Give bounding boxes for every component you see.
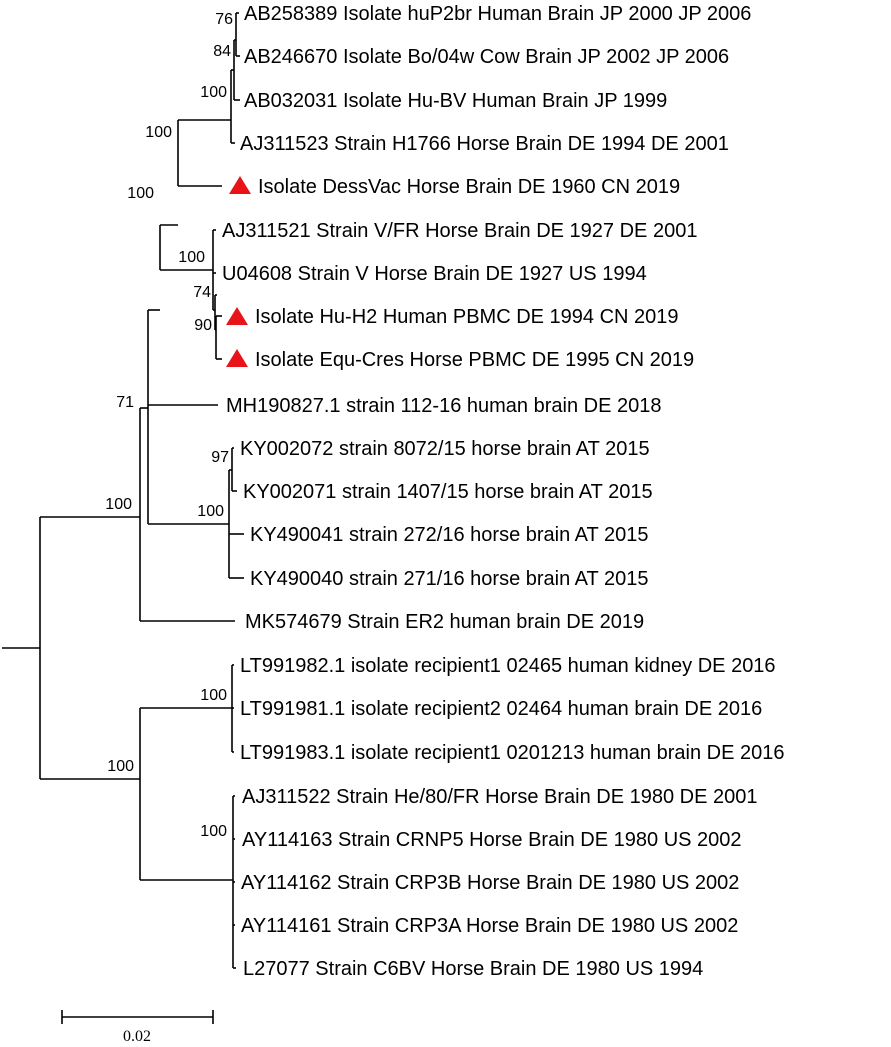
taxon-label: AJ311521 Strain V/FR Horse Brain DE 1927 DE 2001: [222, 220, 698, 242]
taxon-label: AB246670 Isolate Bo/04w Cow Brain JP 2002 JP 2006: [244, 46, 730, 68]
taxon-label: AB258389 Isolate huP2br Human Brain JP 2000 JP 2006: [244, 3, 752, 25]
taxon-label: AY114162 Strain CRP3B Horse Brain DE 1980 US 2002: [241, 872, 740, 894]
bootstrap-value: 100: [105, 496, 132, 513]
taxon-label: AB032031 Isolate Hu-BV Human Brain JP 1999: [244, 90, 668, 112]
taxon-label: AJ311522 Strain He/80/FR Horse Brain DE 1980 DE 2001: [242, 786, 758, 808]
bootstrap-value: 71: [116, 394, 134, 411]
bootstrap-value: 76: [215, 11, 233, 28]
taxon-labels: [222, 3, 784, 980]
red-triangle-icon: [226, 349, 248, 367]
bootstrap-value: 90: [194, 317, 212, 334]
taxon-label: Isolate Equ-Cres Horse PBMC DE 1995 CN 2019: [255, 349, 695, 371]
red-triangle-icon: [229, 176, 251, 194]
scale-bar-label: 0.02: [123, 1028, 151, 1045]
taxon-label: MH190827.1 strain 112-16 human brain DE 2018: [226, 395, 662, 417]
taxon-label: MK574679 Strain ER2 human brain DE 2019: [245, 611, 645, 633]
taxon-label: AJ311523 Strain H1766 Horse Brain DE 1994 DE 2001: [240, 133, 729, 155]
bootstrap-value: 74: [193, 284, 211, 301]
bootstrap-value: 100: [200, 823, 227, 840]
bootstrap-value: 100: [127, 185, 154, 202]
bootstrap-value: 100: [200, 687, 227, 704]
taxon-label: L27077 Strain C6BV Horse Brain DE 1980 US 1994: [243, 958, 704, 980]
bootstrap-values: [105, 11, 233, 840]
red-triangle-icon: [226, 307, 248, 325]
taxon-label: AY114163 Strain CRNP5 Horse Brain DE 1980 US 2002: [242, 829, 742, 851]
bootstrap-value: 100: [197, 503, 224, 520]
taxon-label: Isolate Hu-H2 Human PBMC DE 1994 CN 2019: [255, 306, 679, 328]
scale-bar: [62, 1010, 213, 1045]
taxon-label: LT991981.1 isolate recipient2 02464 human brain DE 2016: [240, 698, 763, 720]
taxon-label: U04608 Strain V Horse Brain DE 1927 US 1994: [222, 263, 647, 285]
bootstrap-value: 97: [211, 449, 229, 466]
taxon-label: LT991983.1 isolate recipient1 0201213 human brain DE 2016: [240, 742, 785, 764]
taxon-label: AY114161 Strain CRP3A Horse Brain DE 1980 US 2002: [241, 915, 739, 937]
taxon-label: Isolate DessVac Horse Brain DE 1960 CN 2019: [258, 176, 681, 198]
bootstrap-value: 100: [145, 124, 172, 141]
bootstrap-value: 84: [213, 43, 231, 60]
taxon-label: KY490041 strain 272/16 horse brain AT 2015: [250, 524, 649, 546]
taxon-label: KY490040 strain 271/16 horse brain AT 2015: [250, 568, 649, 590]
taxon-label: KY002072 strain 8072/15 horse brain AT 2015: [240, 438, 650, 460]
taxon-label: KY002071 strain 1407/15 horse brain AT 2015: [243, 481, 653, 503]
bootstrap-value: 100: [107, 758, 134, 775]
bootstrap-value: 100: [200, 84, 227, 101]
taxon-label: LT991982.1 isolate recipient1 02465 human kidney DE 2016: [240, 655, 776, 677]
bootstrap-value: 100: [178, 249, 205, 266]
